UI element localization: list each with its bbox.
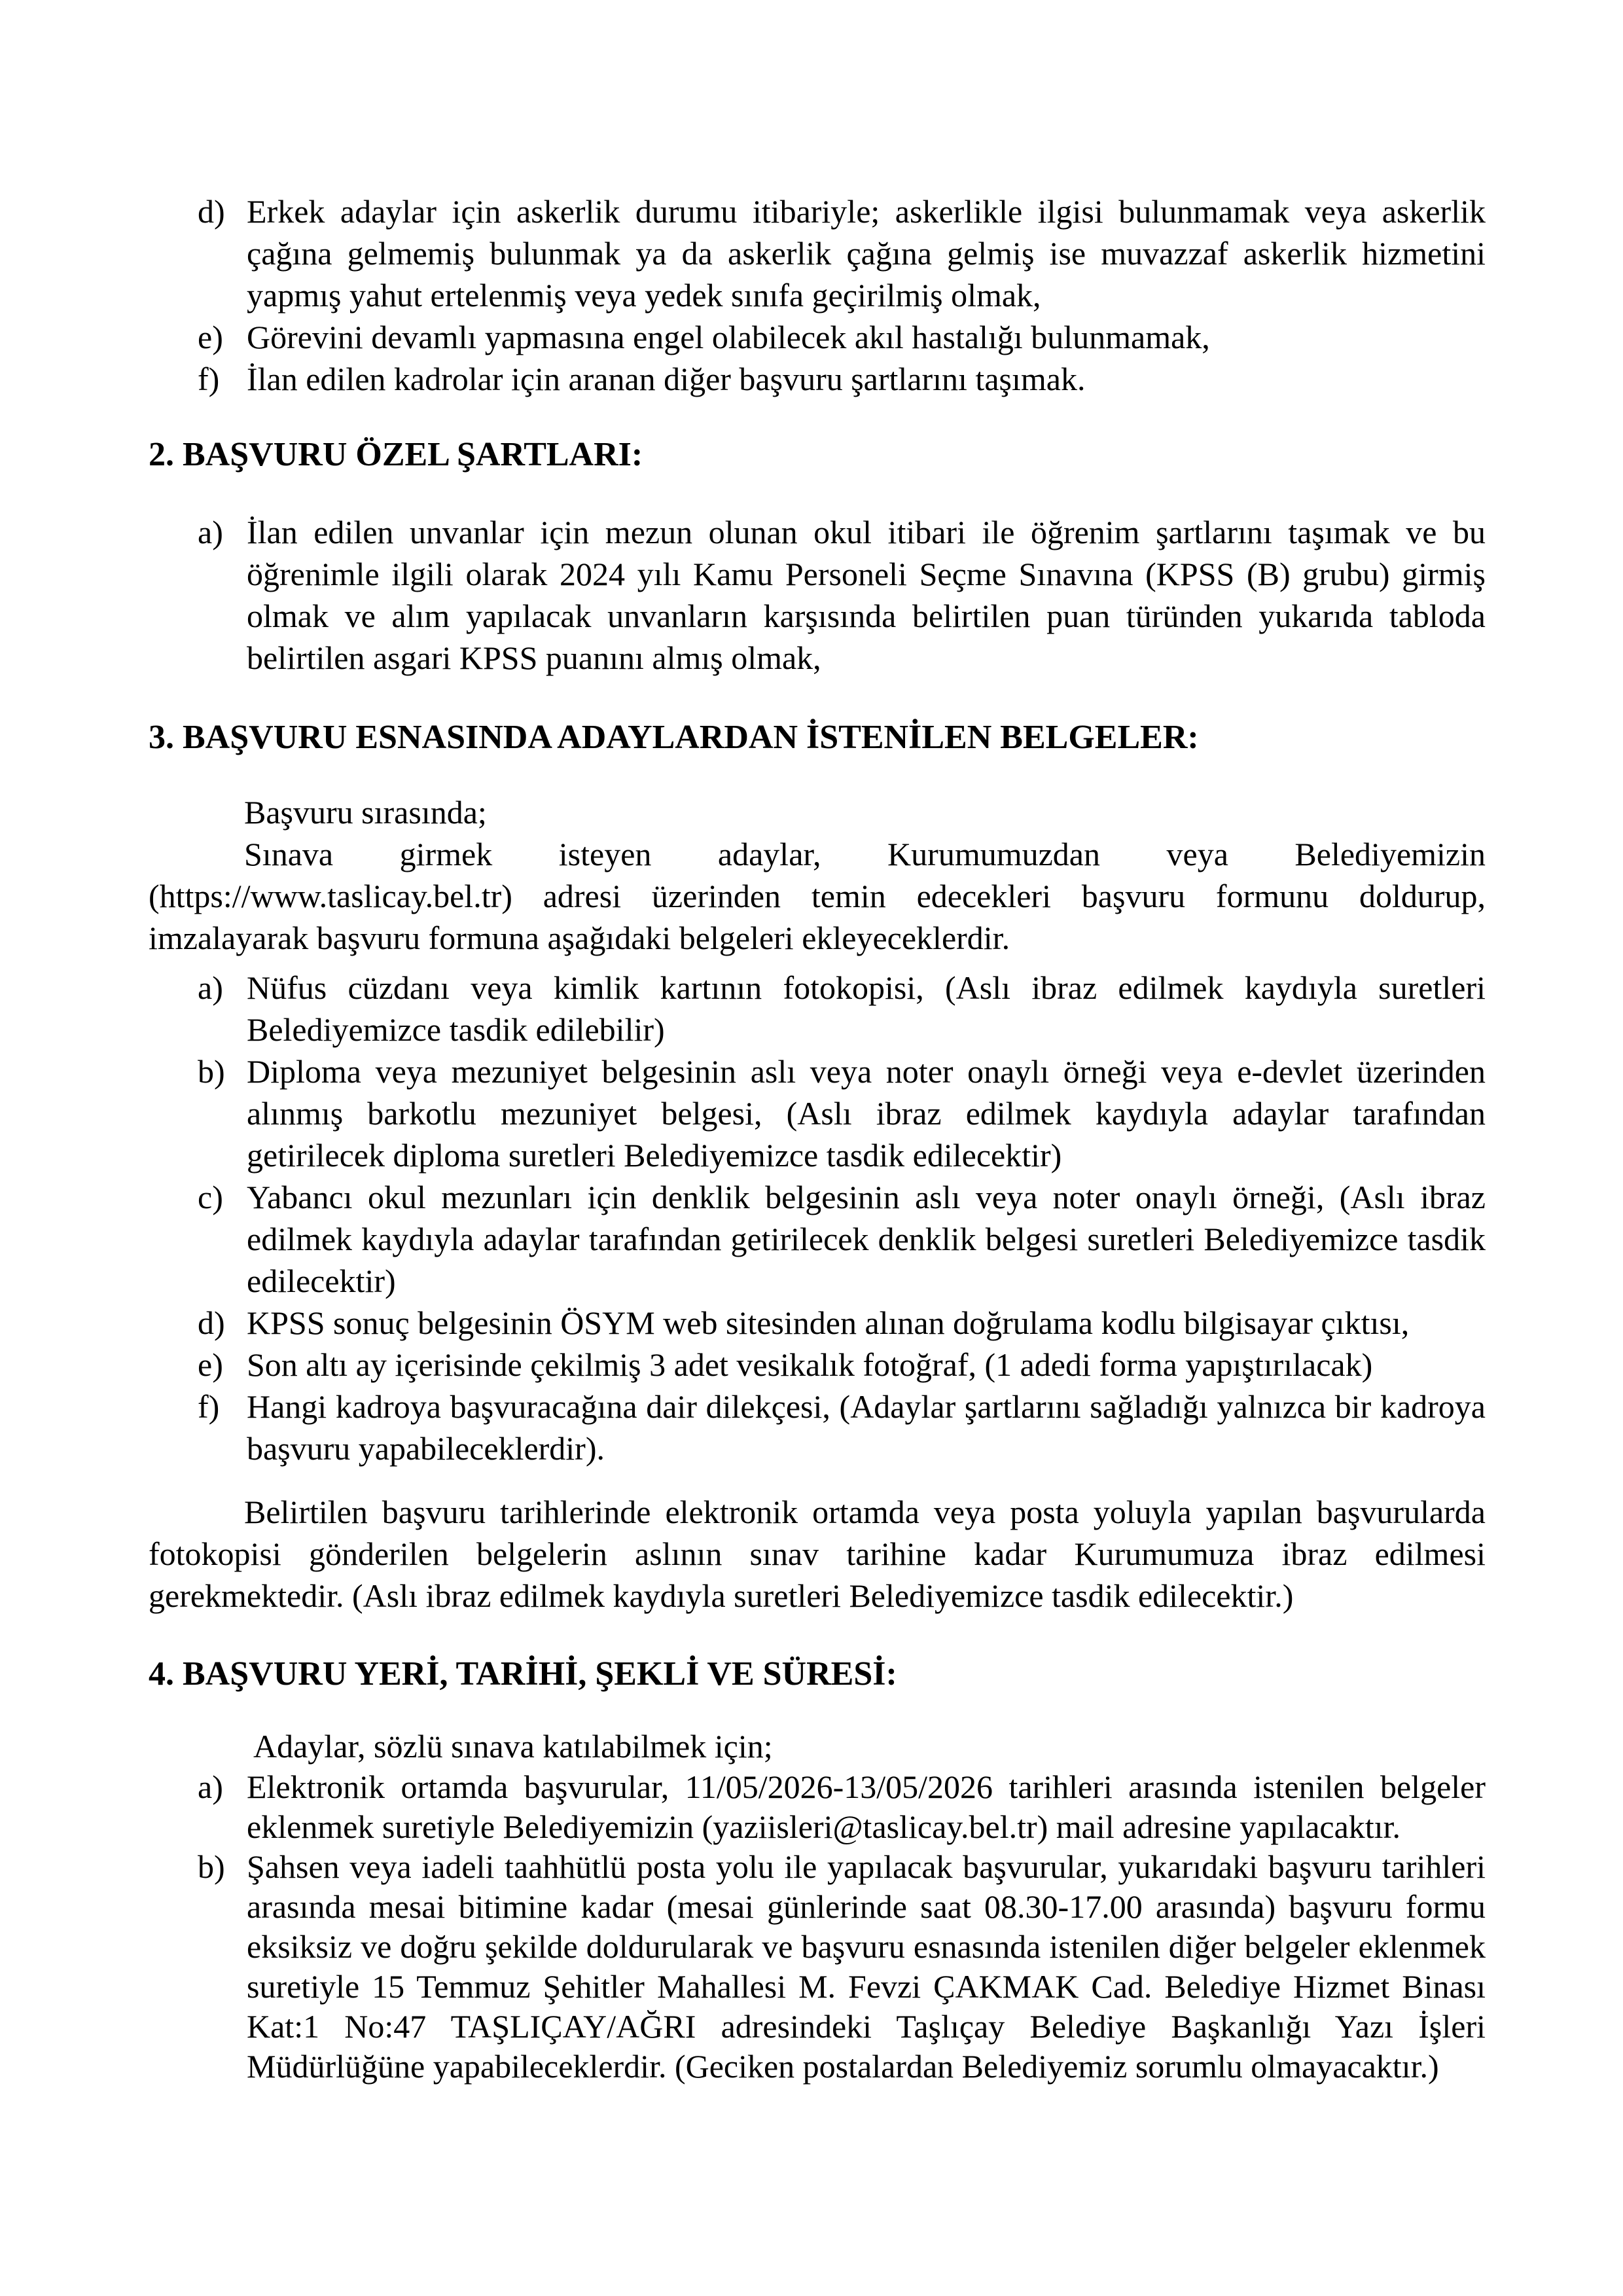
list-item-marker: d) — [198, 193, 225, 230]
list-item-marker: a) — [198, 969, 223, 1006]
list-item-text: Diploma veya mezuniyet belgesinin aslı veya noter onaylı örneği veya e-devlet üzerinden alınmış barkotlu mezuniyet belgesi, (Aslı ibraz edilmek kaydıyla adaylar tarafından getirilecek diploma suretleri Belediyemizce tasdik edilecektir) — [247, 1053, 1486, 1174]
list-item — [149, 1050, 1486, 1176]
list-item-marker: f) — [198, 1388, 220, 1425]
list-item-text: Görevini devamlı yapmasına engel olabilecek akıl hastalığı bulunmamak, — [247, 319, 1210, 355]
section-heading-basvuru-ozel-sartlari: 2. BAŞVURU ÖZEL ŞARTLARI: — [149, 436, 643, 473]
list-item-text: Erkek adaylar için askerlik durumu itibariyle; askerlikle ilgisi bulunmamak veya askerlik çağına gelmemiş bulunmak ya da askerlik çağına gelmiş ise muvazzaf askerlik hizmetini yapmış yahut ertelenmiş veya yedek sınıfa geçirilmiş olmak, — [247, 193, 1486, 314]
paragraph-belirtilen-basvuru: Belirtilen başvuru tarihlerinde elektronik ortamda veya posta yoluyla yapılan başvurularda fotokopisi gönderilen belgelerin aslının sınav tarihine kadar Kurumumuza ibraz edilmesi gerekmektedir. (Aslı ibraz edilmek kaydıyla suretleri Belediyemizce tasdik edilecektir.) — [149, 1494, 1486, 1614]
required-documents-list — [149, 967, 1486, 1469]
section-heading-basvuru-yeri-tarihi: 4. BAŞVURU YERİ, TARİHİ, ŞEKLİ VE SÜRESİ: — [149, 1655, 897, 1693]
list-item-text: Hangi kadroya başvuracağına dair dilekçesi, (Adaylar şartlarını sağladığı yalnızca bir kadroya başvuru yapabileceklerdir). — [247, 1388, 1486, 1467]
list-item — [149, 511, 1486, 679]
general-conditions-list — [149, 190, 1486, 400]
list-item — [149, 967, 1486, 1050]
list-item — [149, 316, 1486, 358]
paragraph-sinava-girmek: Sınava girmek isteyen adaylar, Kurumumuzdan veya Belediyemizin (https://www.taslicay.bel.tr) adresi üzerinden temin edecekleri başvuru formunu doldurup, imzalayarak başvuru formuna aşağıdaki belgeleri ekleyeceklerdir. — [149, 836, 1486, 956]
list-item-marker: a) — [198, 1768, 223, 1805]
list-item-marker: b) — [198, 1848, 225, 1885]
list-item — [149, 1176, 1486, 1302]
application-method-list — [149, 1767, 1486, 2087]
list-item-text: Şahsen veya iadeli taahhütlü posta yolu ile yapılacak başvurular, yukarıdaki başvuru tarihleri arasında mesai bitimine kadar (mesai günlerinde saat 08.30-17.00 arasında) başvuru formu eksiksiz ve doğru şekilde doldurularak ve başvuru esnasında istenilen diğer belgeler eklenmek suretiyle 15 Temmuz Şehitler Mahallesi M. Fevzi ÇAKMAK Cad. Belediye Hizmet Binası Kat:1 No:47 TAŞLIÇAY/AĞRI adresindeki Taşlıçay Belediye Başkanlığı Yazı İşleri Müdürlüğüne yapabileceklerdir. (Geciken postalardan Belediyemiz sorumlu olmayacaktır.) — [247, 1848, 1486, 2085]
list-item — [149, 1767, 1486, 1847]
list-item-marker: e) — [198, 1346, 223, 1383]
list-item-marker: a) — [198, 514, 223, 550]
list-item — [149, 1847, 1486, 2087]
list-item-marker: e) — [198, 319, 223, 355]
list-item-text: İlan edilen kadrolar için aranan diğer başvuru şartlarını taşımak. — [247, 361, 1086, 397]
special-conditions-list — [149, 511, 1486, 679]
list-item-text: Yabancı okul mezunları için denklik belgesinin aslı veya noter onaylı örneği, (Aslı ibraz edilmek kaydıyla adaylar tarafından getirilecek denklik belgesi suretleri Belediyemizce tasdik edilecektir) — [247, 1179, 1486, 1299]
list-item-marker: c) — [198, 1179, 223, 1215]
paragraph-basvuru-sirasinda: Başvuru sırasında; — [244, 794, 487, 831]
list-item-marker: b) — [198, 1053, 225, 1090]
list-item-marker: d) — [198, 1304, 225, 1341]
list-item — [149, 358, 1486, 400]
list-item-text: Elektronik ortamda başvurular, 11/05/2026-13/05/2026 tarihleri arasında istenilen belgeler eklenmek suretiyle Belediyemizin (yaziisleri@taslicay.bel.tr) mail adresine yapılacaktır. — [247, 1768, 1486, 1845]
list-item — [149, 190, 1486, 316]
list-item-text: KPSS sonuç belgesinin ÖSYM web sitesinden alınan doğrulama kodlu bilgisayar çıktısı, — [247, 1304, 1410, 1341]
section-heading-istenilen-belgeler: 3. BAŞVURU ESNASINDA ADAYLARDAN İSTENİLEN BELGELER: — [149, 719, 1199, 756]
list-item-text: Nüfus cüzdanı veya kimlik kartının fotokopisi, (Aslı ibraz edilmek kaydıyla suretleri Belediyemizce tasdik edilebilir) — [247, 969, 1486, 1048]
list-item — [149, 1302, 1486, 1344]
list-item — [149, 1344, 1486, 1386]
list-item-text: İlan edilen unvanlar için mezun olunan okul itibari ile öğrenim şartlarını taşımak ve bu öğrenimle ilgili olarak 2024 yılı Kamu Personeli Seçme Sınavına (KPSS (B) grubu) girmiş olmak ve alım yapılacak unvanların karşısında belirtilen puan türünden yukarıda tabloda belirtilen asgari KPSS puanını almış olmak, — [247, 514, 1486, 676]
list-item-text: Son altı ay içerisinde çekilmiş 3 adet vesikalık fotoğraf, (1 adedi forma yapıştırılacak) — [247, 1346, 1373, 1383]
paragraph-adaylar-sozlu-sinav: Adaylar, sözlü sınava katılabilmek için; — [253, 1728, 773, 1765]
list-item — [149, 1386, 1486, 1469]
list-item-marker: f) — [198, 361, 220, 397]
